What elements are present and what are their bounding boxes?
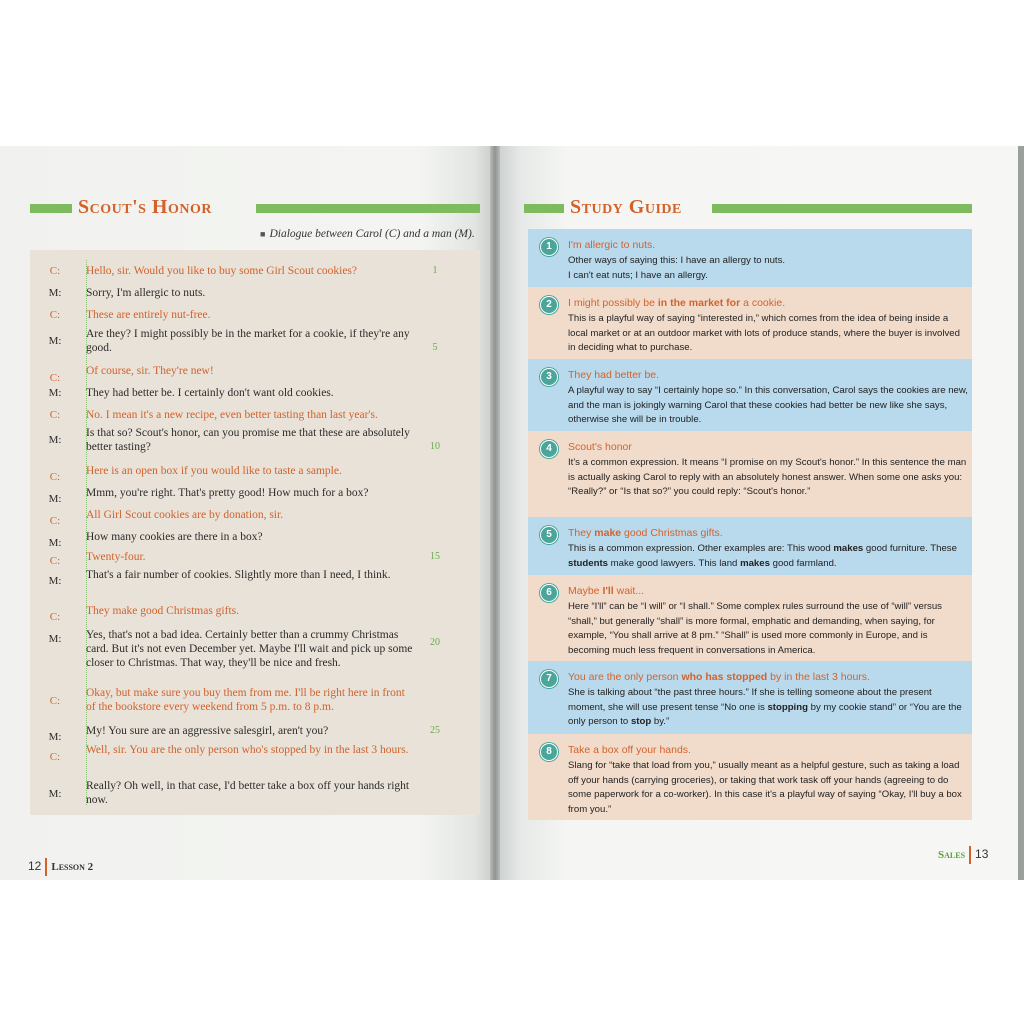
speaker-label: M: [48,287,62,299]
header-bar-right [712,204,972,213]
chapter-label: Sales [938,849,966,862]
speaker-label: M: [48,731,62,743]
guide-explanation: She is talking about “the past three hours.” If she is telling someone about the present moment, she will use present tense “No one is stopping by my cookie stand” or “You are the only person to stop by.” [568,687,962,728]
guide-explanation: It's a common expression. It means “I promise on my Scout's honor.” In this sentence the man is actually asking Carol to reply with an absolutely honest answer. When some one asks you: “Really?” or “Is that so?” you could reply: “Scout's honor.” [568,457,967,498]
book-spine [490,146,500,880]
guide-phrase: Scout's honor [568,441,632,453]
guide-item [528,575,972,661]
line-number: 20 [430,637,440,648]
guide-phrase: I might possibly be in the market for a cookie. [568,297,786,309]
line-text: These are entirely nut-free. [86,309,211,321]
guide-phrase: They had better be. [568,369,660,381]
section-title: Scout's Honor [78,196,212,218]
subtitle-text: Dialogue between Carol (C) and a man (M). [269,228,475,240]
speaker-label: C: [49,309,61,321]
speaker-label: C: [49,751,61,763]
speaker-label: C: [49,611,61,623]
speaker-label: C: [49,555,61,567]
right-footer [938,846,988,864]
guide-item [528,517,972,575]
speaker-label: M: [48,493,62,505]
guide-item [528,359,972,431]
line-text: That's a fair number of cookies. Slightly more than I need, I think. [86,569,391,581]
number-badge-icon: 2 [540,296,558,314]
page-number: 13 [975,847,989,862]
speaker-label: C: [49,471,61,483]
line-text: Yes, that's not a bad idea. Certainly better than a crummy Christmas card. But it's not even December yet. Maybe I'll wait and pick up some closer to Christmas. That way, they'll be nice and fresh. [86,629,413,669]
line-text: Twenty-four. [86,551,146,563]
number-badge-icon: 1 [540,238,558,256]
guide-item [528,287,972,359]
guide-explanation: A playful way to say “I certainly hope so.” In this conversation, Carol says the cookies are new, and the man is jokingly warning Carol that these cookies had better be new like she says, otherwise she will be in trouble. [568,385,968,426]
line-text: Is that so? Scout's honor, can you promise me that these are absolutely better tasting? [86,427,410,453]
guide-explanation: This is a playful way of saying “interested in,” which comes from the idea of being inside a local market or at an outdoor market with lots of produce stands, where the buyer is involved in deciding what to purchase. [568,313,960,354]
guide-phrase: They make good Christmas gifts. [568,527,723,539]
guide-phrase: I'm allergic to nuts. [568,239,656,251]
left-footer [28,858,93,876]
speaker-label: M: [48,335,62,347]
line-number: 15 [430,551,440,562]
number-badge-icon: 3 [540,368,558,386]
guide-item [528,431,972,517]
line-text: Of course, sir. They're new! [86,365,214,377]
line-text: Hello, sir. Would you like to buy some Girl Scout cookies? [86,265,358,277]
number-badge-icon: 8 [540,743,558,761]
line-number: 1 [432,265,438,276]
line-text: Are they? I might possibly be in the market for a cookie, if they're any good. [86,328,410,354]
line-text: All Girl Scout cookies are by donation, sir. [86,509,284,521]
line-text: No. I mean it's a new recipe, even better tasting than last year's. [86,409,378,421]
speaker-label: C: [49,515,61,527]
number-badge-icon: 7 [540,670,558,688]
line-text: My! You sure are an aggressive salesgirl, aren't you? [86,725,329,737]
speaker-label: C: [49,265,61,277]
guide-explanation: Other ways of saying this: I have an allergy to nuts. I can't eat nuts; I have an allergy. [568,255,786,281]
guide-explanation: Here “I'll” can be “I will” or “I shall.” Some complex rules surround the use of “will” versus “shall,” but generally “shall” is more formal, emphatic and demanding, when saying, for example, “You shall arrive at 8 pm.” “Shall” is used more commonly in Europe, and is becoming much less frequent in conversations in America. [568,601,942,656]
speaker-label: M: [48,788,62,800]
line-text: Mmm, you're right. That's pretty good! How much for a box? [86,487,369,499]
speaker-label: M: [48,575,62,587]
line-text: Here is an open box if you would like to taste a sample. [86,465,342,477]
number-badge-icon: 6 [540,584,558,602]
speaker-label: C: [49,409,61,421]
line-text: How many cookies are there in a box? [86,531,263,543]
header-bar-left [524,204,564,213]
number-badge-icon: 4 [540,440,558,458]
footer-divider [45,858,47,876]
line-text: Okay, but make sure you buy them from me. I'll be right here in front of the bookstore every weekend from 5 p.m. to 8 p.m. [86,687,405,713]
speaker-label: M: [48,633,62,645]
line-number: 5 [432,342,438,353]
line-number: 25 [430,725,440,736]
guide-item [528,734,972,820]
page-edge [1018,146,1024,880]
line-text: Well, sir. You are the only person who's stopped by in the last 3 hours. [86,744,409,756]
speaker-label: M: [48,387,62,399]
scouts-honor-header [30,196,480,220]
line-text: Really? Oh well, in that case, I'd better take a box off your hands right now. [86,780,410,806]
speaker-label: C: [49,372,61,384]
header-bar-left [30,204,72,213]
line-text: They had better be. I certainly don't want old cookies. [86,387,334,399]
lesson-label: Lesson 2 [51,861,94,874]
header-bar-right [256,204,480,213]
guide-phrase: Take a box off your hands. [568,744,691,756]
line-number: 10 [430,441,440,452]
line-text: They make good Christmas gifts. [86,605,239,617]
guide-phrase: You are the only person who has stopped by in the last 3 hours. [568,671,870,683]
speaker-label: M: [48,537,62,549]
square-bullet-icon: ■ [260,229,266,239]
speaker-label: M: [48,434,62,446]
guide-explanation: Slang for “take that load from you,” usually meant as a helpful gesture, such as taking a load off your hands (carrying groceries), or taking that work task off your hands (agreeing to do some paperwork for a co-worker). In this case it's a playful way of saying “Okay, I'll buy a box from you.” [568,760,962,815]
study-guide-header [524,196,972,220]
line-text: Sorry, I'm allergic to nuts. [86,287,206,299]
dialogue-subtitle [260,228,475,240]
number-badge-icon: 5 [540,526,558,544]
guide-phrase: Maybe I'll wait... [568,585,645,597]
guide-item [528,229,972,287]
speaker-label: C: [49,695,61,707]
guide-item [528,661,972,734]
guide-explanation: This is a common expression. Other examples are: This wood makes good furniture. These students make good lawyers. This land makes good farmland. [568,543,957,569]
footer-divider [969,846,971,864]
section-title: Study Guide [570,196,682,218]
page-number: 12 [28,859,42,874]
